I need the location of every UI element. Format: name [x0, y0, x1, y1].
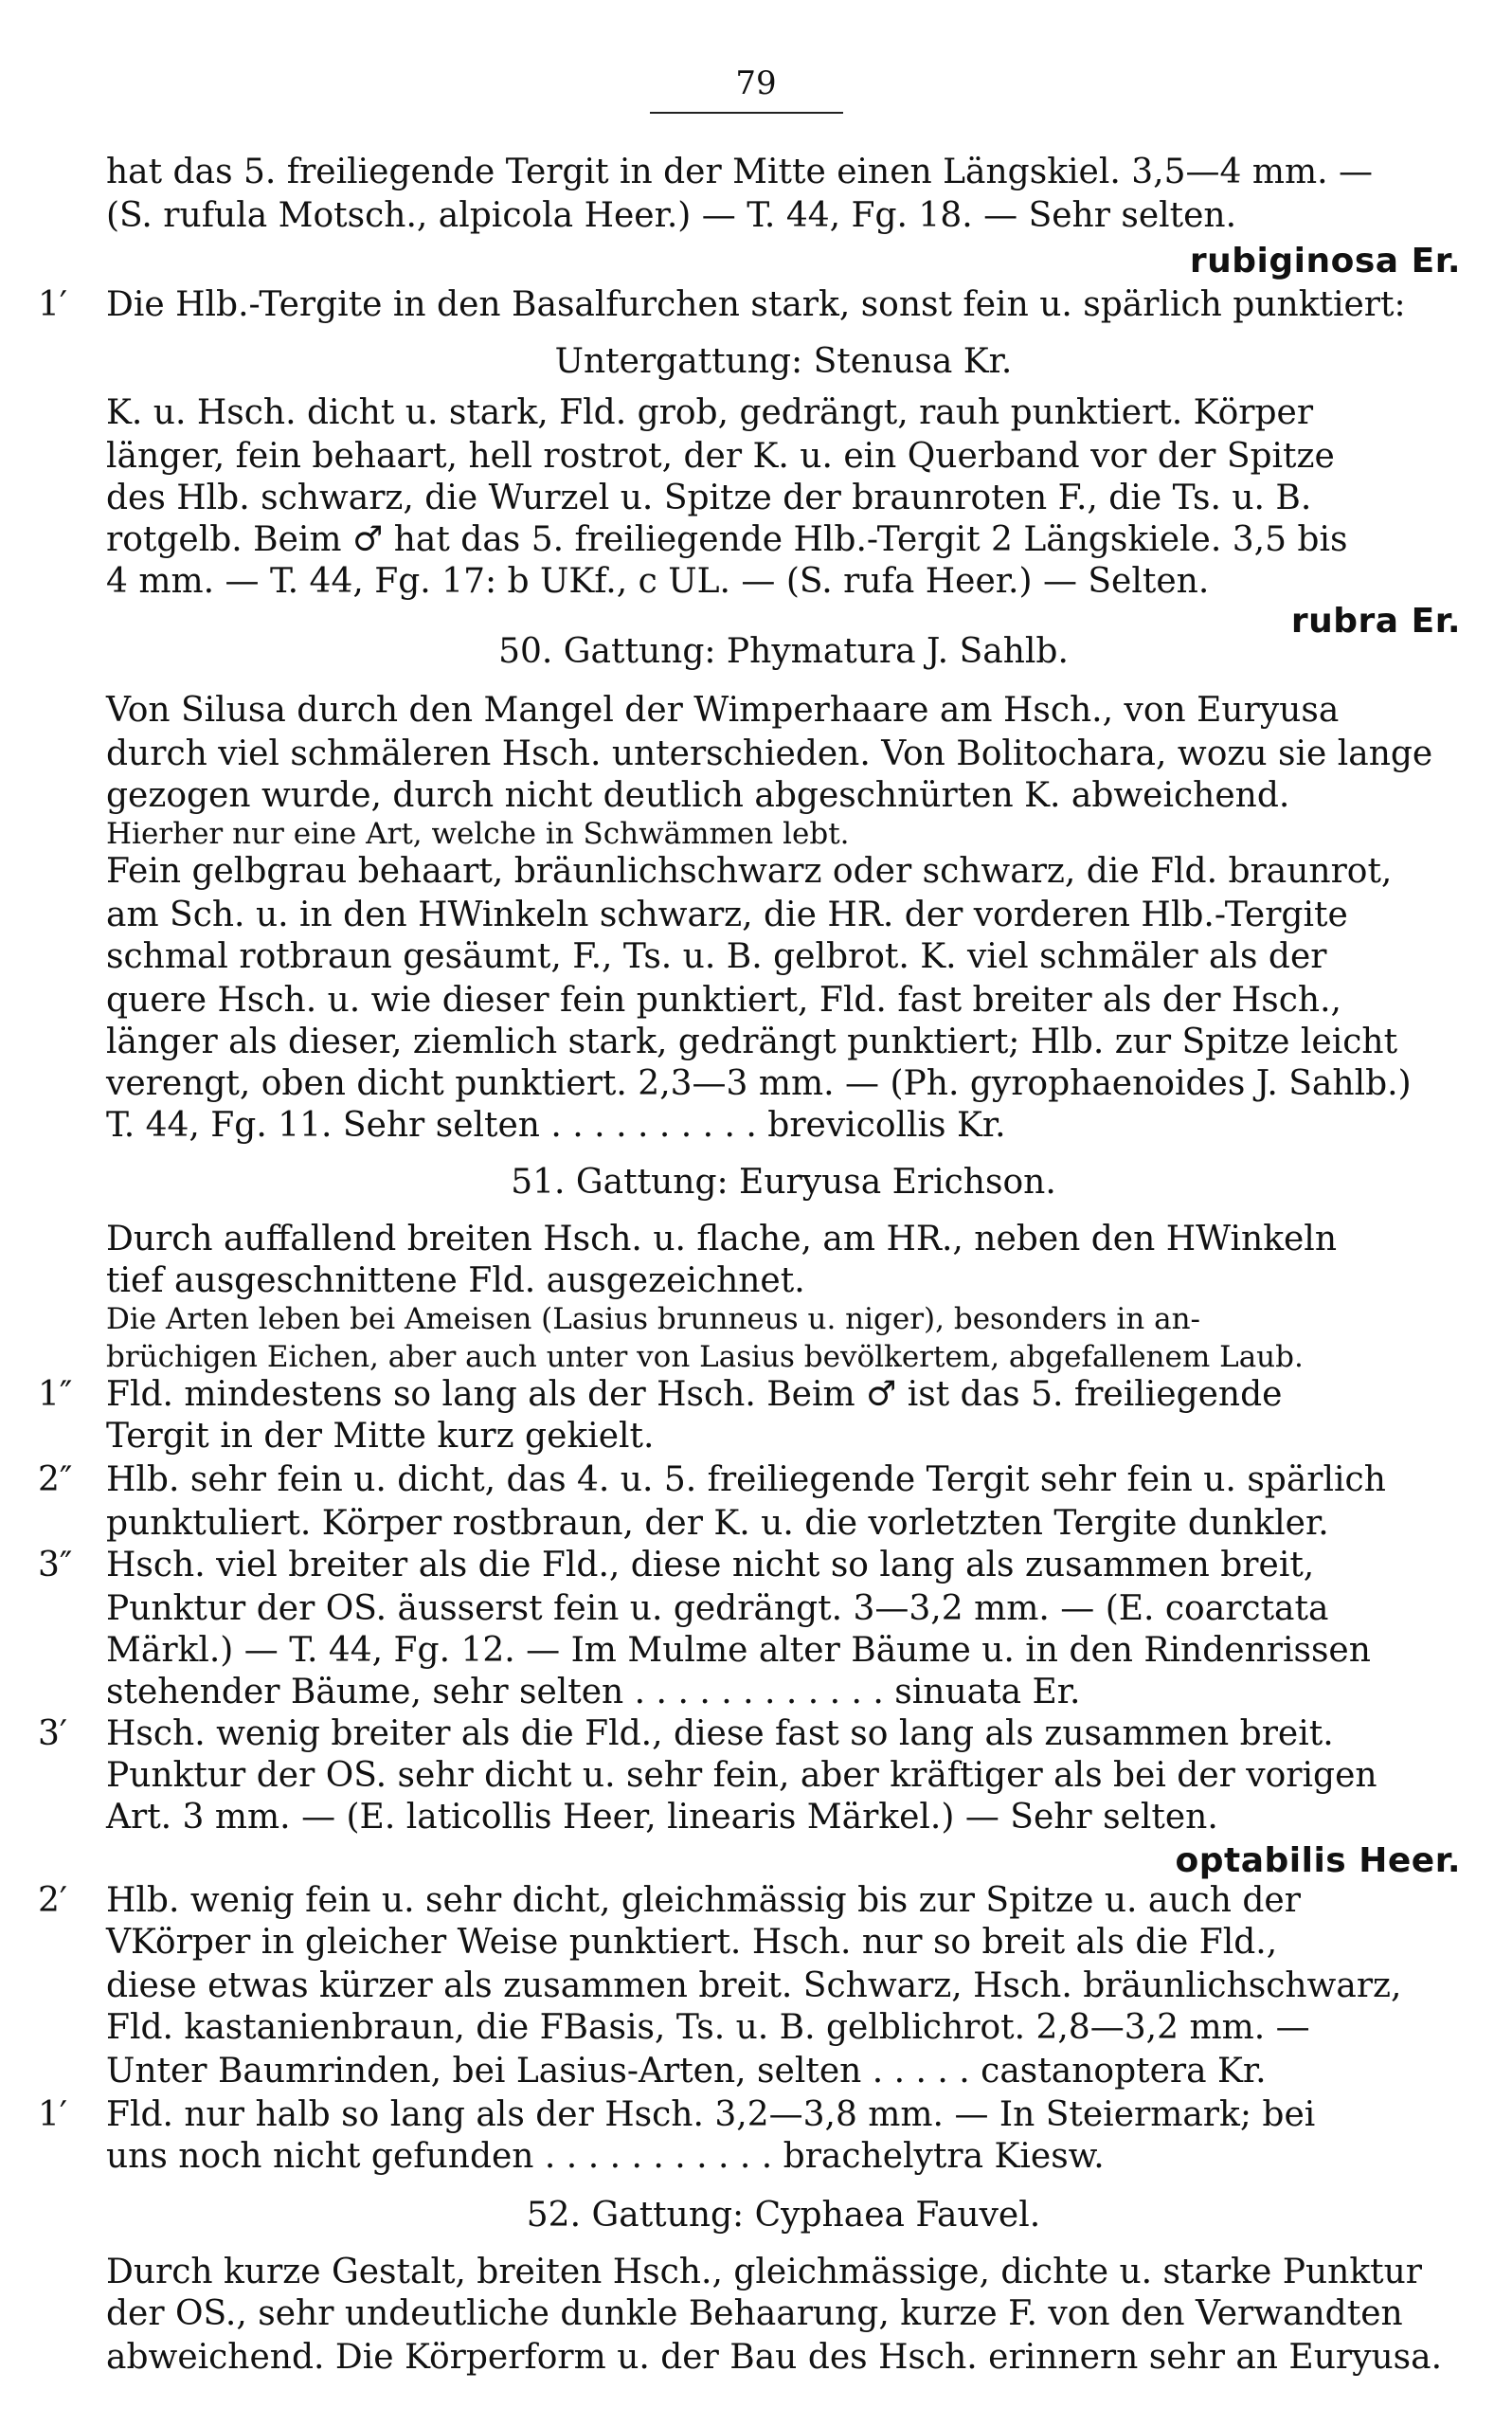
text-line: rotgelb. Beim ♂ hat das 5. freiliegende Hlb.-Tergit 2 Längskiele. 3,5 bis [106, 520, 1348, 559]
text-line: Art. 3 mm. — (E. laticollis Heer, linearis Märkel.) — Sehr selten. [106, 1798, 1218, 1837]
text-line: brüchigen Eichen, aber auch unter von Lasius bevölkertem, abgefallenem Laub. [106, 1340, 1304, 1374]
text-line: Hierher nur eine Art, welche in Schwämmen lebt. [106, 817, 850, 851]
text-line: Die Arten leben bei Ameisen (Lasius brunneus u. niger), besonders in an- [106, 1302, 1201, 1336]
text-line: (S. rufula Motsch., alpicola Heer.) — T. 44, Fg. 18. — Sehr selten. [106, 196, 1237, 235]
text-line: diese etwas kürzer als zusammen breit. Schwarz, Hsch. bräunlichschwarz, [106, 1966, 1402, 2005]
text-line: K. u. Hsch. dicht u. stark, Fld. grob, gedrängt, rauh punktiert. Körper [106, 393, 1314, 432]
text-line: Unter Baumrinden, bei Lasius-Arten, selten . . . . . castanoptera Kr. [106, 2052, 1267, 2091]
text-line: Durch kurze Gestalt, breiten Hsch., gleichmässige, dichte u. starke Punktur [106, 2253, 1422, 2291]
text-line: verengt, oben dicht punktiert. 2,3—3 mm. — (Ph. gyrophaenoides J. Sahlb.) [106, 1064, 1412, 1103]
species-name: rubra Er. [1290, 602, 1461, 641]
text-line: tief ausgeschnittene Fld. ausgezeichnet. [106, 1261, 805, 1300]
genus-heading: 50. Gattung: Phymatura J. Sahlb. [498, 632, 1069, 671]
text-line: punktuliert. Körper rostbraun, der K. u. die vorletzten Tergite dunkler. [106, 1504, 1329, 1543]
text-line: Hsch. viel breiter als die Fld., diese nicht so lang als zusammen breit, [106, 1546, 1315, 1584]
key-number: 3″ [38, 1546, 73, 1584]
text-line: des Hlb. schwarz, die Wurzel u. Spitze der braunroten F., die Ts. u. B. [106, 479, 1312, 517]
header-rule [650, 112, 843, 114]
text-line: hat das 5. freiliegende Tergit in der Mitte einen Längskiel. 3,5—4 mm. — [106, 153, 1373, 191]
text-line: T. 44, Fg. 11. Sehr selten . . . . . . . . . . brevicollis Kr. [106, 1106, 1006, 1145]
text-line: durch viel schmäleren Hsch. unterschieden. Von Bolitochara, wozu sie lange [106, 734, 1433, 773]
genus-heading: 52. Gattung: Cyphaea Fauvel. [526, 2196, 1041, 2235]
genus-heading: 51. Gattung: Euryusa Erichson. [511, 1163, 1056, 1202]
text-line: Hsch. wenig breiter als die Fld., diese fast so lang als zusammen breit. [106, 1714, 1334, 1753]
text-line: quere Hsch. u. wie dieser fein punktiert, Fld. fast breiter als der Hsch., [106, 981, 1341, 1020]
text-line: 4 mm. — T. 44, Fg. 17: b UKf., c UL. — (S. rufa Heer.) — Selten. [106, 562, 1210, 601]
text-line: VKörper in gleicher Weise punktiert. Hsch. nur so breit als die Fld., [106, 1923, 1278, 1962]
text-line: Fld. nur halb so lang als der Hsch. 3,2—3,8 mm. — In Steiermark; bei [106, 2095, 1316, 2134]
text-line: Durch auffallend breiten Hsch. u. flache, am HR., neben den HWinkeln [106, 1220, 1338, 1258]
text-line: Von Silusa durch den Mangel der Wimperhaare am Hsch., von Euryusa [106, 691, 1340, 730]
subgenus-heading: Untergattung: Stenusa Kr. [554, 342, 1013, 381]
text-line: länger als dieser, ziemlich stark, gedrängt punktiert; Hlb. zur Spitze leicht [106, 1023, 1398, 1061]
text-line: länger, fein behaart, hell rostrot, der K. u. ein Querband vor der Spitze [106, 437, 1335, 476]
text-line: Fld. kastanienbraun, die FBasis, Ts. u. B. gelblichrot. 2,8—3,2 mm. — [106, 2008, 1310, 2047]
text-line: Punktur der OS. äusserst fein u. gedrängt. 3—3,2 mm. — (E. coarctata [106, 1589, 1329, 1628]
text-line: Punktur der OS. sehr dicht u. sehr fein, aber kräftiger als bei der vorigen [106, 1756, 1377, 1795]
text-line: Fein gelbgrau behaart, bräunlichschwarz oder schwarz, die Fld. braunrot, [106, 852, 1393, 891]
species-name: rubiginosa Er. [1189, 242, 1461, 281]
page-number: 79 [735, 64, 777, 102]
text-line: schmal rotbraun gesäumt, F., Ts. u. B. gelbrot. K. viel schmäler als der [106, 937, 1327, 976]
key-number: 1″ [38, 1375, 73, 1414]
text-line: uns noch nicht gefunden . . . . . . . . . . . brachelytra Kiesw. [106, 2137, 1105, 2176]
text-line: Hlb. wenig fein u. sehr dicht, gleichmässig bis zur Spitze u. auch der [106, 1881, 1301, 1920]
species-name: optabilis Heer. [1175, 1841, 1461, 1880]
key-number: 1′ [38, 2095, 68, 2134]
text-line: stehender Bäume, sehr selten . . . . . . . . . . . . sinuata Er. [106, 1673, 1081, 1711]
key-number: 2′ [38, 1881, 68, 1920]
key-number: 1′ [38, 285, 68, 324]
text-line: am Sch. u. in den HWinkeln schwarz, die HR. der vorderen Hlb.-Tergite [106, 896, 1348, 934]
text-line: Die Hlb.-Tergite in den Basalfurchen stark, sonst fein u. spärlich punktiert: [106, 285, 1406, 324]
text-line: gezogen wurde, durch nicht deutlich abgeschnürten K. abweichend. [106, 776, 1290, 815]
text-line: Fld. mindestens so lang als der Hsch. Beim ♂ ist das 5. freiliegende [106, 1375, 1283, 1414]
text-line: Hlb. sehr fein u. dicht, das 4. u. 5. freiliegende Tergit sehr fein u. spärlich [106, 1460, 1386, 1499]
text-line: abweichend. Die Körperform u. der Bau des Hsch. erinnern sehr an Euryusa. [106, 2338, 1443, 2377]
text-line: der OS., sehr undeutliche dunkle Behaarung, kurze F. von den Verwandten [106, 2294, 1403, 2333]
text-line: Tergit in der Mitte kurz gekielt. [106, 1417, 655, 1456]
text-line: Märkl.) — T. 44, Fg. 12. — Im Mulme alter Bäume u. in den Rindenrissen [106, 1631, 1371, 1670]
key-number: 3′ [38, 1714, 68, 1753]
key-number: 2″ [38, 1460, 73, 1499]
